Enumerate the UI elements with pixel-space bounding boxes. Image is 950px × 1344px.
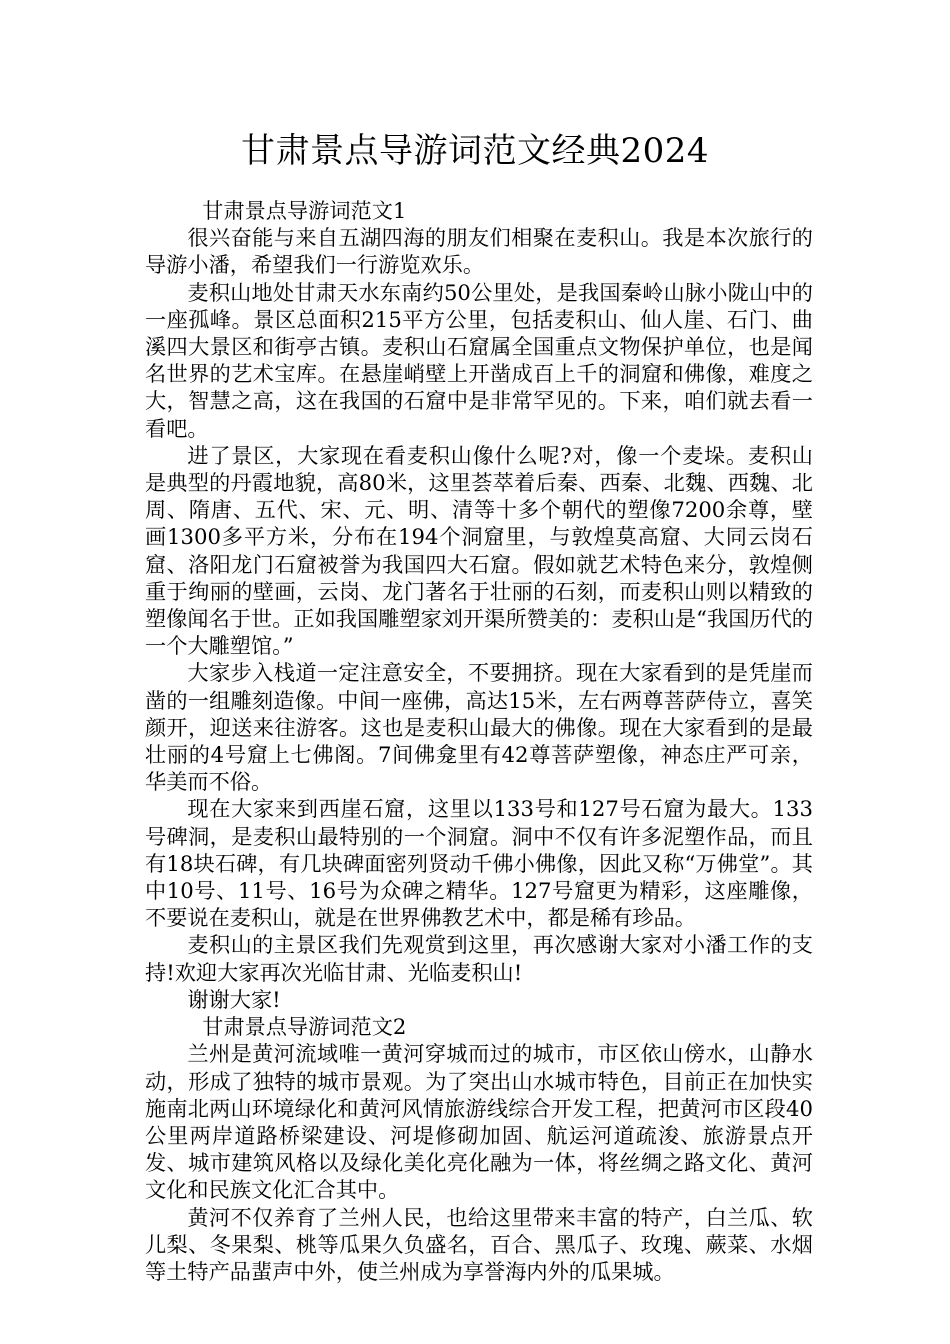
document-body	[145, 197, 813, 1285]
paragraph: 现在大家来到西崖石窟，这里以133号和127号石窟为最大。133号碑洞，是麦积山最特别的一个洞窟。洞中不仅有许多泥塑作品，而且有18块石碑，有几块碑面密列贤动千佛小佛像，因此又称“万佛堂”。其中10号、11号、16号为众碑之精华。127号窟更为精彩，这座雕像，不要说在麦积山，就是在世界佛教艺术中，都是稀有珍品。	[145, 796, 813, 931]
paragraph: 麦积山的主景区我们先观赏到这里，再次感谢大家对小潘工作的支持!欢迎大家再次光临甘肃、光临麦积山!	[145, 932, 813, 985]
paragraph: 麦积山地处甘肃天水东南约50公里处，是我国秦岭山脉小陇山中的一座孤峰。景区总面积215平方公里，包括麦积山、仙人崖、石门、曲溪四大景区和街亭古镇。麦积山石窟属全国重点文物保护单位，也是闻名世界的艺术宝库。在悬崖峭壁上开凿成百上千的洞窟和佛像，难度之大，智慧之高，这在我国的石窟中是非常罕见的。下来，咱们就去看一看吧。	[145, 279, 813, 441]
paragraph: 黄河不仅养育了兰州人民，也给这里带来丰富的特产，白兰瓜、软儿梨、冬果梨、桃等瓜果久负盛名，百合、黑瓜子、玫瑰、蕨菜、水烟等土特产品蜚声中外，使兰州成为享誉海内外的瓜果城。	[145, 1204, 813, 1284]
paragraph: 进了景区，大家现在看麦积山像什么呢?对，像一个麦垛。麦积山是典型的丹霞地貌，高80米，这里荟萃着后秦、西秦、北魏、西魏、北周、隋唐、五代、宋、元、明、清等十多个朝代的塑像7200余尊，壁画1300多平方米，分布在194个洞窟里，与敦煌莫高窟、大同云岗石窟、洛阳龙门石窟被誉为我国四大石窟。假如就艺术特色来分，敦煌侧重于绚丽的壁画，云岗、龙门著名于壮丽的石刻，而麦积山则以精致的塑像闻名于世。正如我国雕塑家刘开渠所赞美的：麦积山是“我国历代的一个大雕塑馆。”	[145, 442, 813, 659]
paragraph: 大家步入栈道一定注意安全，不要拥挤。现在大家看到的是凭崖而凿的一组雕刻造像。中间一座佛，高达15米，左右两尊菩萨侍立，喜笑颜开，迎送来往游客。这也是麦积山最大的佛像。现在大家看到的是最壮丽的4号窟上七佛阁。7间佛龛里有42尊菩萨塑像，神态庄严可亲，华美而不俗。	[145, 660, 813, 795]
section-heading-2: 甘肃景点导游词范文2	[202, 1014, 407, 1040]
paragraph: 谢谢大家!	[187, 986, 281, 1012]
section-heading-1: 甘肃景点导游词范文1	[202, 198, 407, 223]
paragraph: 很兴奋能与来自五湖四海的朋友们相聚在麦积山。我是本次旅行的导游小潘，希望我们一行游览欢乐。	[145, 225, 813, 278]
document-title: 甘肃景点导游词范文经典2024	[240, 131, 710, 171]
paragraph: 兰州是黄河流域唯一黄河穿城而过的城市，市区依山傍水，山静水动，形成了独特的城市景观。为了突出山水城市特色，目前正在加快实施南北两山环境绿化和黄河风情旅游线综合开发工程，把黄河市区段40公里两岸道路桥梁建设、河堤修砌加固、航运河道疏浚、旅游景点开发、城市建筑风格以及绿化美化亮化融为一体，将丝绸之路文化、黄河文化和民族文化汇合其中。	[145, 1041, 813, 1203]
